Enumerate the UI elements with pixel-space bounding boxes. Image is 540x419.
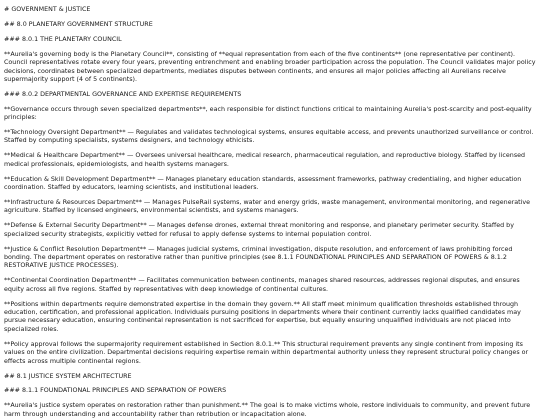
paragraph-policy-approval: **Policy approval follows the supermajority requirement established in Section 8.0.1.** This structural requirement prevents any single continent from imposing its values on the entire civilization. Departmental decisions requiring expertise remain within departmental authority unless they represent structural policy changes or effects across multiple continental regions. (4, 340, 529, 365)
heading-8-0-1: ### 8.0.1 THE PLANETARY COUNCIL (4, 35, 122, 43)
heading-8-1-1: ### 8.1.1 FOUNDATIONAL PRINCIPLES AND SEPARATION OF POWERS (4, 387, 227, 395)
paragraph-justice-department: **Justice & Conflict Resolution Department** — Manages judicial systems, criminal investigation, dispute resolution, and enforcement of laws prohibiting forced bonding. The department operates on restorative rather than punitive principles (see 8.1.1 FOUNDATIONAL PRINCIPLES AND SEPARATION OF POWERS & 8.1.2 RESTORATIVE JUSTICE PROCESSES). (4, 245, 513, 270)
paragraph-medical-department: **Medical & Healthcare Department** — Oversees universal healthcare, medical research, pharmaceutical regulation, and reproductive biology. Staffed by licensed medical professionals, epidemiologists, and health systems managers. (4, 152, 526, 168)
paragraph-justice-restoration: **Aurelia's justice system operates on restoration rather than punishment.** The goal is to make victims whole, restore individuals to community, and prevent future harm through understanding and accountability rather than retribution or incapacitation alone. (4, 402, 531, 418)
paragraph-planetary-council: **Aurelia's governing body is the Planetary Council**, consisting of **equal representation from each of the five continents** (one representative per continent). Council representatives rotate every four years, preventing entrenchment and enabling broader participation across the population. The Council validates major policy decisions, coordinates between specialized departments, mediates disputes between continents, and ensures all major policies affecting all Aurelians receive supermajority support (4 of 5 continents). (4, 50, 536, 83)
heading-government-justice: # GOVERNMENT & JUSTICE (4, 6, 91, 13)
paragraph-defense-department: **Defense & External Security Department** — Manages defense drones, external threat monitoring and response, and planetary perimeter security. Staffed by specialized security strategists, explicitly vetted for refusal to apply defense systems to internal population control. (4, 222, 514, 238)
paragraph-technology-department: **Technology Oversight Department** — Regulates and validates technological systems, ensures equitable access, and prevents unauthorized surveillance or control. Staffed by computing specialists, systems designers, and technology ethicists. (4, 129, 534, 145)
paragraph-governance-intro: **Governance occurs through seven specialized departments**, each responsible for distinct functions critical to maintaining Aurelia's post-scarcity and post-equality principles: (4, 105, 532, 122)
paragraph-education-department: **Education & Skill Development Department** — Manages planetary education standards, assessment frameworks, pathway credentialing, and higher education coordination. Staffed by educators, learning scientists, and institutional leaders. (4, 175, 522, 192)
paragraph-positions-expertise: **Positions within departments require demonstrated expertise in the domain they govern.** All staff meet minimum qualification thresholds established through education, certification, and professional application. Individuals pursuing positions in departments where their continent currently lacks qualified candidates may pursue necessary education, ensuring continental representation is not sacrificed for expertise, but equally ensuring unqualified individuals are not placed into specialized roles. (4, 300, 521, 333)
paragraph-continental-department: **Continental Coordination Department** — Facilitates communication between continents, manages shared resources, addresses regional disputes, and ensures equity across all five regions. Staffed by representatives with deep knowledge of continental cultures. (4, 277, 520, 293)
paragraph-infrastructure-department: **Infrastructure & Resources Department** — Manages PulseRail systems, water and energy grids, waste management, environmental monitoring, and regenerative agriculture. Staffed by licensed engineers, environmental scientists, and systems managers. (4, 199, 530, 215)
heading-8-0: ## 8.0 PLANETARY GOVERNMENT STRUCTURE (4, 20, 153, 28)
heading-8-1: ## 8.1 JUSTICE SYSTEM ARCHITECTURE (4, 372, 132, 380)
heading-8-0-2: ### 8.0.2 DEPARTMENTAL GOVERNANCE AND EXPERTISE REQUIREMENTS (4, 90, 242, 98)
